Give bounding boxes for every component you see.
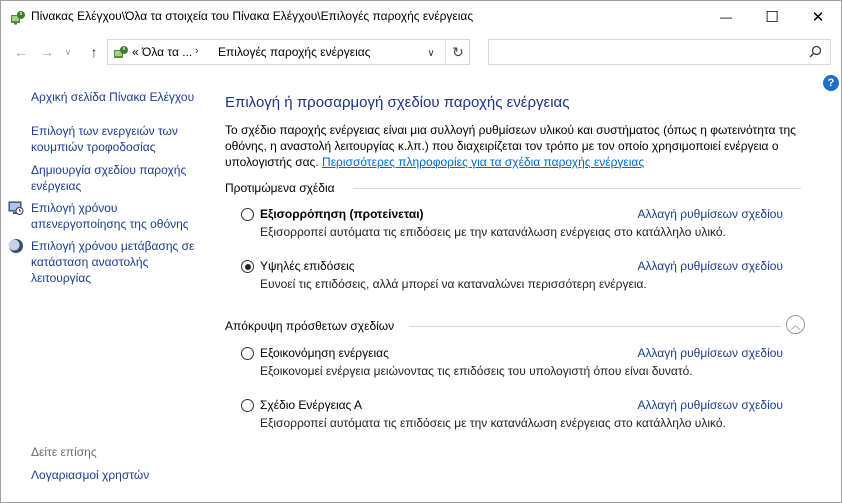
title-bar — [1, 1, 841, 32]
sleep-time-link[interactable]: Επιλογή χρόνου μετάβασης σε κατάσταση αναστολής λειτουργίας — [31, 239, 195, 285]
maximize-icon: ☐ — [765, 8, 779, 26]
change-plan-settings-link[interactable]: Αλλαγή ρυθμίσεων σχεδίου — [637, 207, 783, 221]
back-button[interactable] — [11, 41, 31, 63]
page-description: Το σχέδιο παροχής ενέργειας είναι μια συλλογή ρυθμίσεων υλικού και συστήματος (όπως η φωτεινότητα της οθόνης, η αναστολή λειτουργίας κ.λπ.) που διαχειρίζεται τον τρόπο με τον οποίο χρησιμοποιεί ενέργεια ο υπολογιστής σας. Περισσότερες πληροφορίες για τα σχέδια παροχής ενέργειας — [225, 123, 796, 169]
address-bar[interactable] — [107, 39, 470, 65]
more-info-link[interactable]: Περισσότερες πληροφορίες για τα σχέδια παροχής ενέργειας — [322, 155, 645, 169]
address-dropdown-button[interactable] — [422, 44, 440, 62]
power-options-icon — [112, 44, 130, 60]
breadcrumb-overflow-icon: « — [132, 45, 139, 59]
plan-description: Εξοικονομεί ενέργεια μειώνοντας τις επιδόσεις του υπολογιστή όπου είναι δυνατό. — [260, 364, 693, 378]
plan-description: Ευνοεί τις επιδόσεις, αλλά μπορεί να καταναλώνει περισσότερη ενέργεια. — [260, 277, 647, 291]
forward-arrow-icon: → — [40, 44, 54, 60]
plan-name[interactable]: Εξισορρόπηση (προτείνεται) — [260, 207, 424, 221]
see-also-heading: Δείτε επίσης — [31, 445, 97, 459]
help-icon[interactable]: ? — [823, 75, 839, 91]
plan-radio[interactable] — [241, 399, 254, 412]
plan-name[interactable]: Υψηλές επιδόσεις — [260, 259, 355, 273]
window-title: Πίνακας Ελέγχου\Όλα τα στοιχεία του Πίνακα Ελέγχου\Επιλογές παροχής ενέργειας — [31, 9, 474, 23]
moon-sleep-icon — [8, 238, 24, 254]
refresh-button[interactable] — [445, 40, 470, 64]
back-arrow-icon: ← — [14, 44, 28, 60]
divider — [353, 188, 801, 189]
power-buttons-link[interactable]: Επιλογή των ενεργειών των κουμπιών τροφοδοσίας — [31, 124, 178, 154]
plan-name[interactable]: Σχέδιο Ενέργειας Α — [260, 398, 363, 412]
display-clock-icon — [8, 200, 24, 216]
forward-button[interactable] — [37, 41, 57, 63]
display-off-time-link[interactable]: Επιλογή χρόνου απενεργοποίησης της οθόνης — [31, 201, 189, 231]
plan-radio[interactable] — [241, 347, 254, 360]
chevron-up-icon: ︿ — [790, 321, 801, 332]
change-plan-settings-link[interactable]: Αλλαγή ρυθμίσεων σχεδίου — [637, 398, 783, 412]
create-power-plan-link[interactable]: Δημιουργία σχεδίου παροχής ενέργειας — [31, 163, 187, 193]
divider — [409, 326, 781, 327]
minimize-icon: — — [720, 9, 732, 24]
plan-description: Εξισορροπεί αυτόματα τις επιδόσεις με την κατανάλωση ενέργειας στο κατάλληλο υλικό. — [260, 225, 726, 239]
breadcrumb-all-items[interactable]: « Όλα τα ... — [132, 45, 193, 59]
plan-description: Εξισορροπεί αυτόματα τις επιδόσεις με την κατανάλωση ενέργειας στο κατάλληλο υλικό. — [260, 416, 726, 430]
plan-radio[interactable] — [241, 260, 254, 273]
power-options-icon — [9, 9, 27, 25]
up-button[interactable] — [84, 41, 104, 63]
hidden-plans-heading: Απόκρυψη πρόσθετων σχεδίων — [225, 319, 395, 333]
search-input[interactable] — [488, 39, 831, 65]
preferred-plans-heading: Προτιμώμενα σχέδια — [225, 181, 335, 195]
close-icon: ✕ — [811, 8, 825, 26]
page-title: Επιλογή ή προσαρμογή σχεδίου παροχής ενέργειας — [225, 94, 570, 111]
search-icon — [809, 45, 822, 61]
refresh-icon: ↻ — [452, 43, 464, 60]
user-accounts-link[interactable]: Λογαριασμοί χρηστών — [31, 468, 150, 482]
change-plan-settings-link[interactable]: Αλλαγή ρυθμίσεων σχεδίου — [637, 346, 783, 360]
plan-name[interactable]: Εξοικονόμηση ενέργειας — [260, 346, 389, 360]
chevron-down-icon: ∨ — [427, 47, 435, 59]
recent-locations-button[interactable] — [61, 41, 75, 63]
control-panel-home-link[interactable]: Αρχική σελίδα Πίνακα Ελέγχου — [31, 90, 195, 104]
minimize-button[interactable] — [703, 1, 749, 32]
up-arrow-icon: ↑ — [90, 44, 98, 60]
chevron-down-icon: ∨ — [64, 46, 72, 57]
navigation-bar — [1, 37, 841, 67]
change-plan-settings-link[interactable]: Αλλαγή ρυθμίσεων σχεδίου — [637, 259, 783, 273]
left-task-pane — [1, 85, 211, 495]
breadcrumb-separator-icon[interactable]: › — [195, 45, 199, 57]
collapse-button[interactable] — [786, 315, 805, 334]
breadcrumb-power-options[interactable]: Επιλογές παροχής ενέργειας — [218, 45, 371, 59]
plan-radio[interactable] — [241, 208, 254, 221]
maximize-button[interactable] — [749, 1, 795, 32]
close-button[interactable] — [795, 1, 841, 32]
